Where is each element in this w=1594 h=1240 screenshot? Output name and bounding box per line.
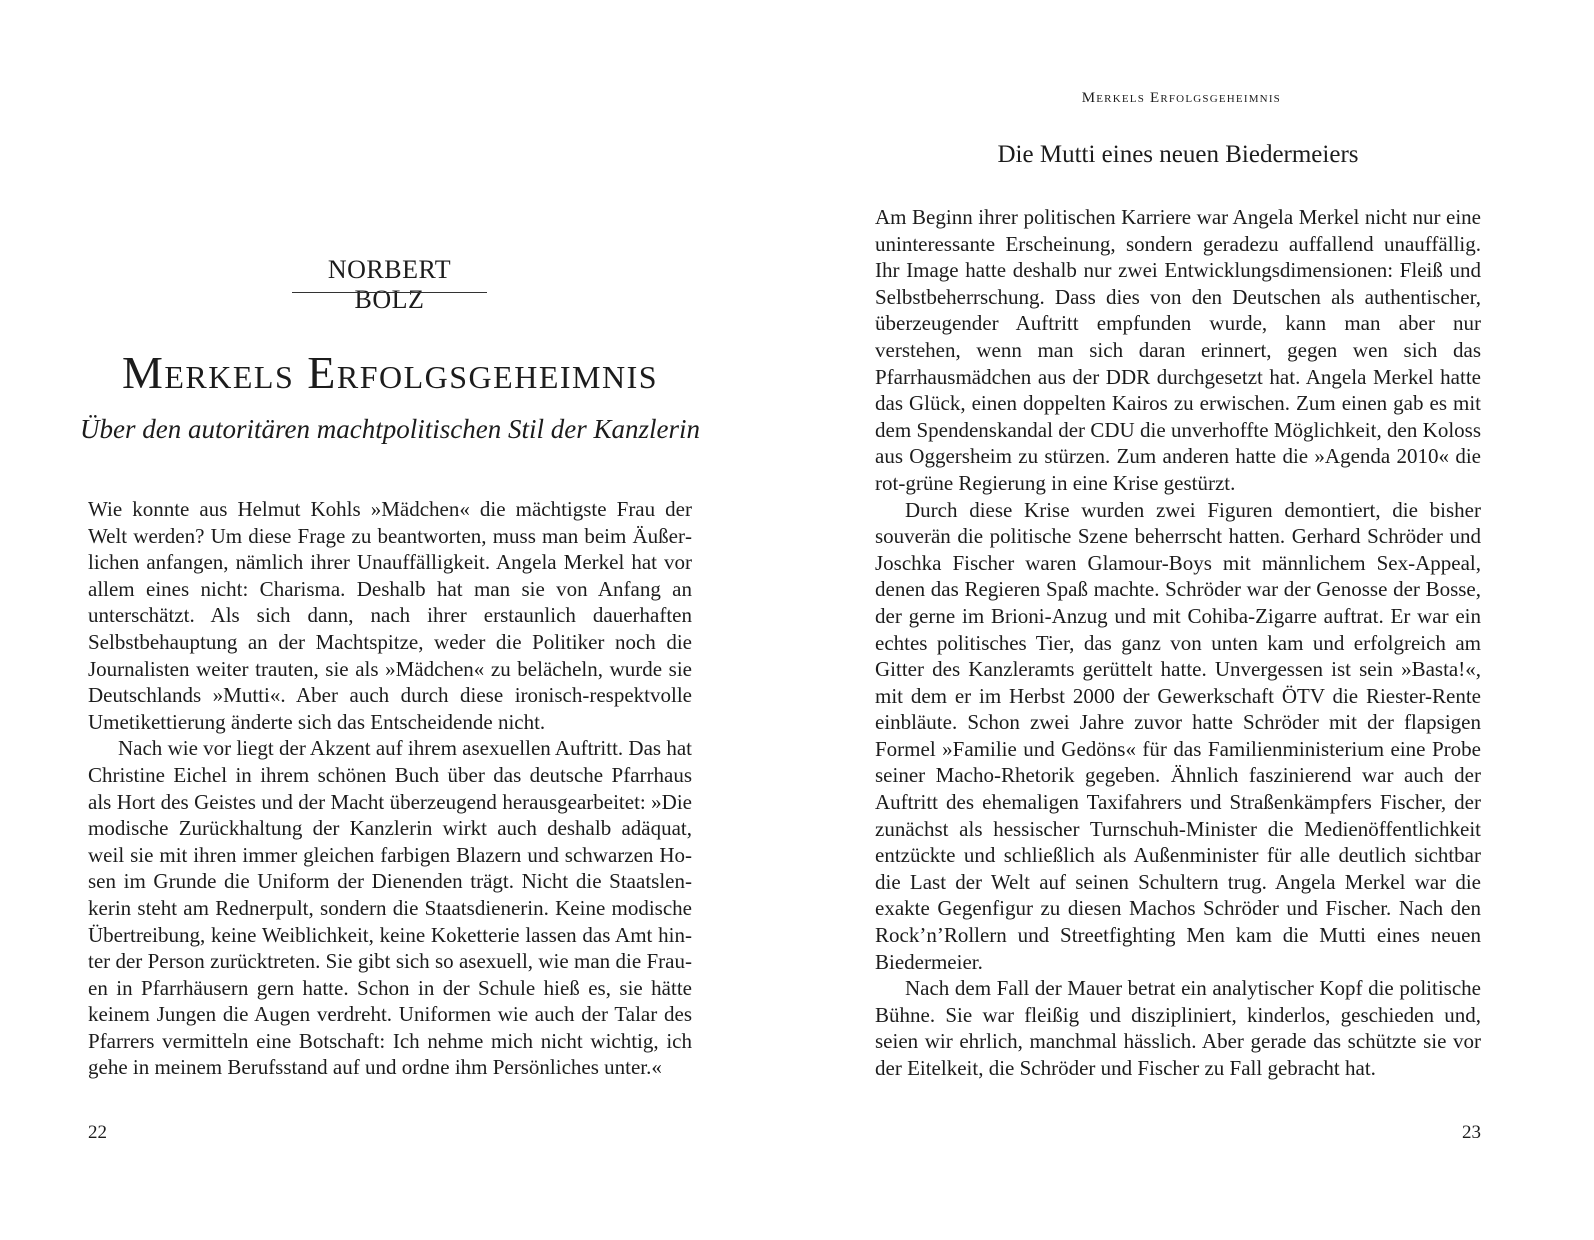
chapter-title: Merkels Erfolgsgeheimnis — [121, 347, 659, 398]
right-body-text — [875, 204, 1481, 1082]
section-heading: Die Mutti eines neuen Biedermeiers — [997, 141, 1359, 168]
paragraph: Wie konnte aus Helmut Kohls »Mädchen« die mächtigste Frau der Welt werden? Um diese Frage zu beantworten, muss man beim Äußerlichen anfangen, nämlich ihrer Unauffälligkeit. Angela Merkel hat vor allem eines nicht: Charisma. Deshalb hat man sie von Anfang an unterschätzt. Als sich dann, nach ihrer erstaunlich dauerhaften Selbstbehauptung an der Machtspitze, weder die Politiker noch die Journalisten weiter trauten, sie als »Mädchen« zu belächeln, wurde sie Deutschlands »Mutti«. Aber auch durch diese ironisch-respektvolle Umetikettierung änderte sich das Entscheidende nicht. — [88, 497, 692, 734]
paragraph: Nach dem Fall der Mauer betrat ein analytischer Kopf die politische Bühne. Sie war fleißig und diszipliniert, kinderlos, geschieden und, seien wir ehrlich, manchmal hässlich. Aber gerade das schützte sie vor der Eitelkeit, die Schröder und Fischer zu Fall gebracht hat. — [875, 976, 1481, 1080]
author-divider — [292, 292, 487, 293]
right-page — [797, 0, 1594, 1240]
paragraph: Durch diese Krise wurden zwei Figuren demontiert, die bisher souverän die politische Szene beherrscht hatten. Gerhard Schröder und Joschka Fischer waren Glamour-Boys mit männlichem Sex-Appeal, denen das Regieren Spaß machte. Schröder war der Genosse der Bosse, der gerne im Brioni-Anzug und mit Cohiba-Zigarre auftrat. Er war ein echtes politisches Tier, das ganz von unten kam und erfolgreich am Gitter des Kanzleramts gerüttelt hatte. Unvergessen ist sein »Basta!«, mit dem er im Herbst 2000 der Gewerkschaft ÖTV die Riester-Rente einbläute. Schon zwei Jahre zuvor hatte Schröder mit der flapsigen Formel »Familie und Gedöns« für das Familienministerium eine Probe seiner Macho-Rhetorik gegeben. Ähnlich faszinierend war auch der Auftritt des ehemaligen Taxifahrers und Straßenkämpfers Fischer, der zunächst als hessischer Turnschuh-Minister die Medienöffentlichkeit entzückte und schließlich als Außenminister für alle deutlich sichtbar die Last der Welt auf seinen Schultern trug. Angela Merkel war die exakte Gegenfigur zu diesen Machos Schröder und Fischer. Nach den Rock’n’Rollern und Streetfighting Men kam die Mutti eines neuen Biedermeier. — [875, 497, 1481, 974]
paragraph: Nach wie vor liegt der Akzent auf ihrem asexuellen Auftritt. Das hat Christine Eichel in ihrem schönen Buch über das deutsche Pfarrhaus als Hort des Geistes und der Macht überzeugend herausgearbeitet: »Die modische Zurückhaltung der Kanzlerin wirkt auch deshalb adäquat, weil sie mit ihren immer gleichen farbigen Blazern und schwarzen Hosen im Grunde die Uniform der Dienenden trägt. Nicht die Staatslenkerin steht am Rednerpult, sondern die Staatsdienerin. Keine modische Übertreibung, keine Weiblichkeit, keine Koketterie lassen das Amt hinter der Person zurücktreten. Sie gibt sich so asexuell, wie man die Frauen in Pfarrhäusern gern hatte. Schon in der Schule hieß es, sie hätte keinem Jungen die Augen verdreht. Uniformen wie auch der Talar des Pfarrers vermitteln eine Botschaft: Ich nehme mich nicht wichtig, ich gehe in meinem Berufsstand auf und ordne ihm Persönliches unter.« — [88, 736, 692, 1080]
left-body-text — [88, 496, 692, 1081]
page-number-left: 22 — [88, 1122, 107, 1143]
page-number-right: 23 — [1462, 1122, 1481, 1143]
running-head: Merkels Erfolgsgeheimnis — [1081, 90, 1281, 106]
paragraph: Am Beginn ihrer politischen Karriere war Angela Merkel nicht nur eine uninteressante Erscheinung, sondern geradezu auffallend unauffällig. Ihr Image hatte deshalb nur zwei Entwicklungsdimensionen: Fleiß und Selbstbeherrschung. Dass dies von den Deutschen als authentischer, überzeugender Auftritt empfunden wurde, kann man aber nur verstehen, wenn man sich daran erinnert, gegen wen sich das Pfarrhausmädchen aus der DDR durchgesetzt hat. Angela Merkel hatte das Glück, einen doppelten Kairos zu erwischen. Zum einen gab es mit dem Spendenskandal der CDU die unverhoffte Möglichkeit, den Koloss aus Oggersheim zu stürzen. Zum anderen hatte die »Agenda 2010« die rot-grüne Regierung in eine Krise gestürzt. — [875, 205, 1481, 495]
author-name: NORBERT BOLZ — [327, 255, 452, 314]
chapter-subtitle: Über den autoritären machtpolitischen Stil der Kanzlerin — [80, 414, 700, 444]
